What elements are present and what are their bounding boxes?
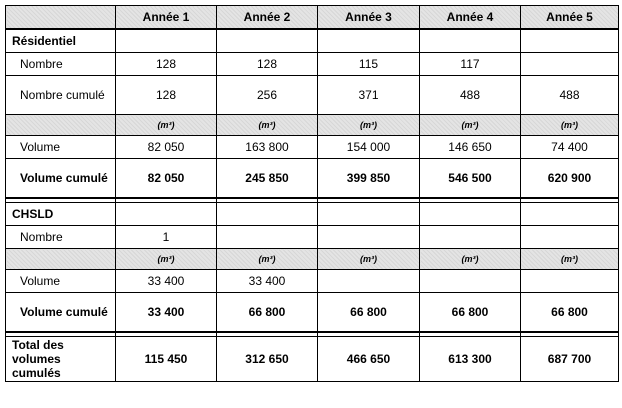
header-year-5: Année 5 [521, 6, 619, 30]
unit-cell: (m³) [420, 249, 521, 270]
table-cell: 256 [217, 76, 318, 115]
table-cell [521, 226, 619, 249]
unit-cell: (m³) [217, 115, 318, 136]
table-cell: 66 800 [420, 293, 521, 333]
total-cell: 115 450 [116, 337, 217, 382]
table-cell [318, 226, 420, 249]
section-title-row [6, 203, 619, 226]
empty-cell [420, 203, 521, 226]
table-cell: 82 050 [116, 136, 217, 159]
table-cell [217, 226, 318, 249]
table-cell: 163 800 [217, 136, 318, 159]
table-cell: 74 400 [521, 136, 619, 159]
unit-cell: (m³) [318, 115, 420, 136]
table-cell: 546 500 [420, 159, 521, 199]
empty-cell [521, 203, 619, 226]
table-cell [420, 226, 521, 249]
table-cell: 128 [116, 76, 217, 115]
row-label: Nombre [6, 226, 116, 249]
row-label: Nombre [6, 53, 116, 76]
empty-cell [521, 29, 619, 53]
total-cell: 613 300 [420, 337, 521, 382]
table-cell: 33 400 [116, 293, 217, 333]
unit-cell: (m³) [521, 115, 619, 136]
table-row [6, 159, 619, 199]
table-cell: 66 800 [521, 293, 619, 333]
table-cell: 66 800 [318, 293, 420, 333]
table-cell: 82 050 [116, 159, 217, 199]
unit-label-cell [6, 115, 116, 136]
section-title-chsld: CHSLD [6, 203, 116, 226]
unit-cell: (m³) [217, 249, 318, 270]
table-row [6, 226, 619, 249]
table-cell: 399 850 [318, 159, 420, 199]
total-row [6, 337, 619, 382]
header-year-3: Année 3 [318, 6, 420, 30]
section-title-row [6, 29, 619, 53]
table-row [6, 293, 619, 333]
table-cell: 33 400 [116, 270, 217, 293]
row-label: Volume [6, 136, 116, 159]
table-row [6, 270, 619, 293]
total-cell: 312 650 [217, 337, 318, 382]
table-cell: 488 [521, 76, 619, 115]
row-label: Volume cumulé [6, 293, 116, 333]
total-label: Total des volumes cumulés [6, 337, 116, 382]
header-year-2: Année 2 [217, 6, 318, 30]
total-cell: 687 700 [521, 337, 619, 382]
section-title-residentiel: Résidentiel [6, 29, 116, 53]
table-cell: 128 [217, 53, 318, 76]
table-cell: 245 850 [217, 159, 318, 199]
header-year-1: Année 1 [116, 6, 217, 30]
unit-cell: (m³) [521, 249, 619, 270]
row-label: Volume cumulé [6, 159, 116, 199]
empty-cell [318, 29, 420, 53]
unit-cell: (m³) [116, 249, 217, 270]
unit-row [6, 249, 619, 270]
table-cell: 117 [420, 53, 521, 76]
table-row [6, 53, 619, 76]
table-cell [521, 53, 619, 76]
row-label: Nombre cumulé [6, 76, 116, 115]
row-label: Volume [6, 270, 116, 293]
table-cell [521, 270, 619, 293]
empty-cell [318, 203, 420, 226]
table-row [6, 76, 619, 115]
table-cell: 146 650 [420, 136, 521, 159]
table-cell: 128 [116, 53, 217, 76]
empty-cell [217, 203, 318, 226]
volumes-table [5, 5, 619, 382]
unit-label-cell [6, 249, 116, 270]
empty-cell [116, 29, 217, 53]
table-cell: 1 [116, 226, 217, 249]
header-row [6, 6, 619, 30]
table-cell: 66 800 [217, 293, 318, 333]
table-cell [318, 270, 420, 293]
unit-cell: (m³) [318, 249, 420, 270]
empty-cell [217, 29, 318, 53]
empty-cell [420, 29, 521, 53]
table-cell: 33 400 [217, 270, 318, 293]
table-cell: 371 [318, 76, 420, 115]
unit-cell: (m³) [420, 115, 521, 136]
total-cell: 466 650 [318, 337, 420, 382]
unit-row [6, 115, 619, 136]
header-year-4: Année 4 [420, 6, 521, 30]
unit-cell: (m³) [116, 115, 217, 136]
table-cell [420, 270, 521, 293]
header-corner [6, 6, 116, 30]
empty-cell [116, 203, 217, 226]
table-row [6, 136, 619, 159]
table-cell: 620 900 [521, 159, 619, 199]
table-cell: 115 [318, 53, 420, 76]
table-cell: 154 000 [318, 136, 420, 159]
table-cell: 488 [420, 76, 521, 115]
